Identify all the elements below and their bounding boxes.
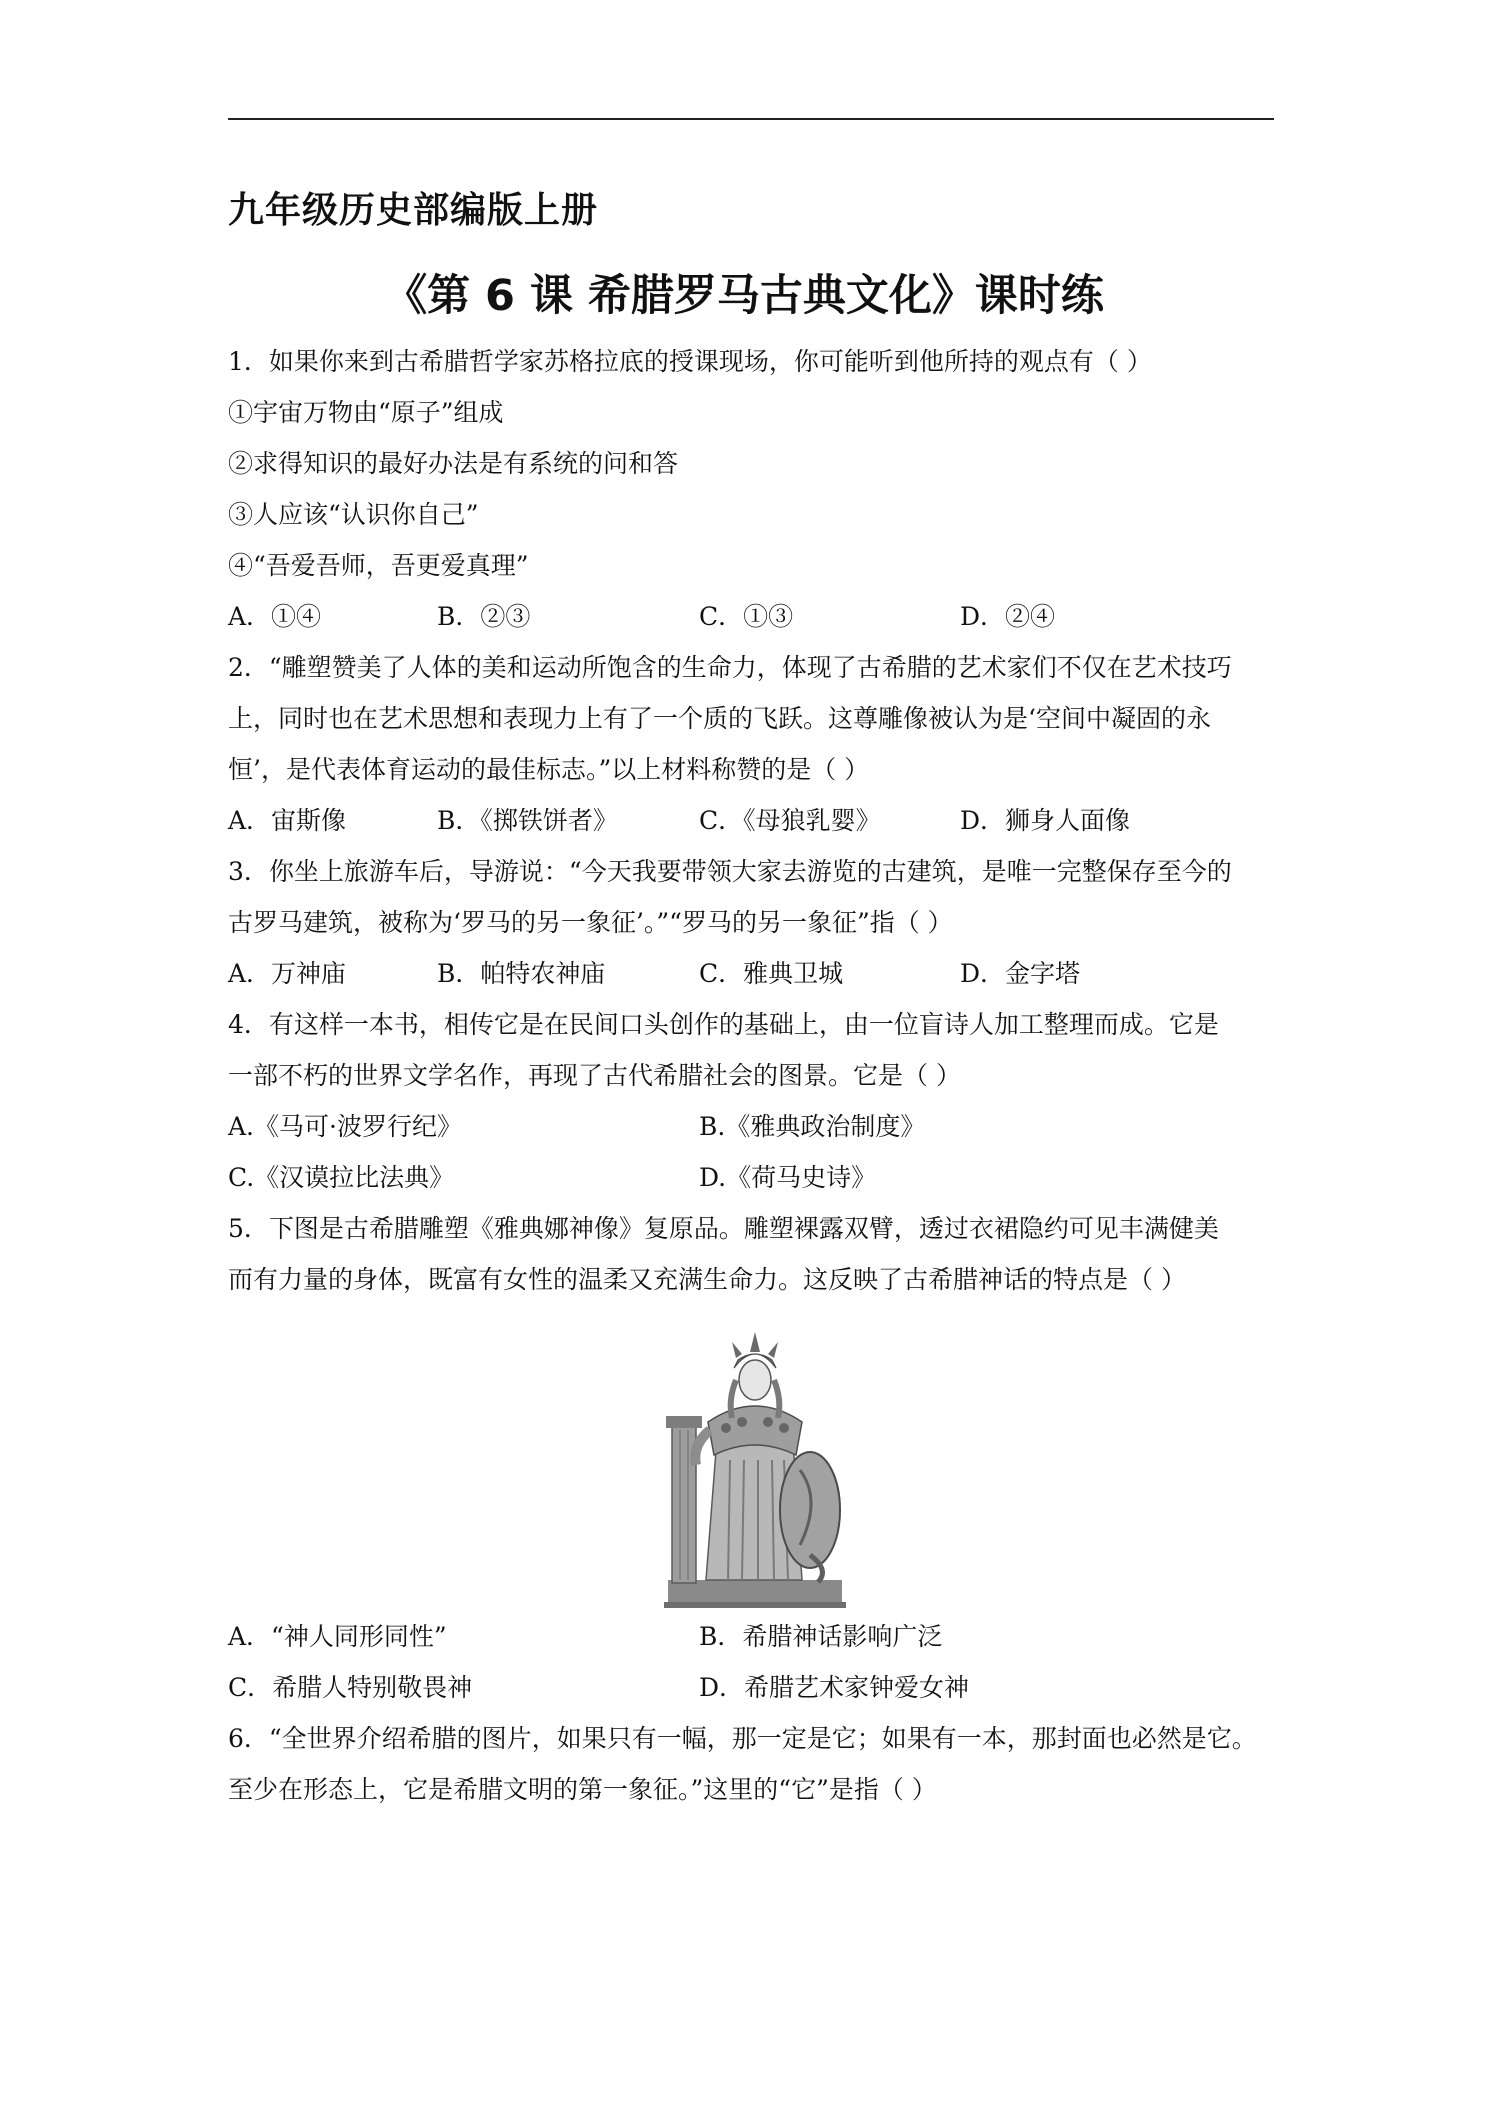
q5-line-1: 5．下图是古希腊雕塑《雅典娜神像》复原品。雕塑裸露双臂，透过衣裙隐约可见丰满健美: [228, 1214, 1219, 1243]
q1-option-b[interactable]: B．②③: [437, 602, 531, 631]
q4-option-a[interactable]: A.《马可·波罗行纪》: [228, 1112, 462, 1141]
q4-line-1: 4．有这样一本书，相传它是在民间口头创作的基础上，由一位盲诗人加工整理而成。它是: [228, 1010, 1219, 1039]
q5-line-2: 而有力量的身体，既富有女性的温柔又充满生命力。这反映了古希腊神话的特点是（ ）: [228, 1265, 1186, 1294]
athena-statue-image: [660, 1330, 850, 1610]
q2-line-3: 恒’，是代表体育运动的最佳标志。”以上材料称赞的是（ ）: [228, 755, 870, 784]
grade-heading: 九年级历史部编版上册: [228, 190, 599, 231]
q3-option-a[interactable]: A．万神庙: [228, 959, 347, 988]
q4-option-c[interactable]: C.《汉谟拉比法典》: [228, 1163, 455, 1192]
q1-option-a[interactable]: A．①④: [228, 602, 322, 631]
q1-statement-4: ④“吾爱吾师，吾更爱真理”: [228, 551, 529, 580]
q6-line-2: 至少在形态上，它是希腊文明的第一象征。”这里的“它”是指（ ）: [228, 1775, 937, 1804]
q1-statement-3: ③人应该“认识你自己”: [228, 500, 479, 529]
page-title: 《第 6 课 希腊罗马古典文化》课时练: [384, 271, 1104, 321]
q5-option-a[interactable]: A．“神人同形同性”: [228, 1622, 447, 1651]
q1-option-c[interactable]: C．①③: [699, 602, 794, 631]
q5-option-c[interactable]: C．希腊人特别敬畏神: [228, 1673, 473, 1702]
q3-option-b[interactable]: B．帕特农神庙: [437, 959, 606, 988]
q4-option-d[interactable]: D.《荷马史诗》: [699, 1163, 877, 1192]
q1-statement-2: ②求得知识的最好办法是有系统的问和答: [228, 449, 679, 478]
q4-line-2: 一部不朽的世界文学名作，再现了古代希腊社会的图景。它是（ ）: [228, 1061, 961, 1090]
q4-option-b[interactable]: B.《雅典政治制度》: [699, 1112, 926, 1141]
q5-option-d[interactable]: D．希腊艺术家钟爱女神: [699, 1673, 970, 1702]
q2-line-2: 上，同时也在艺术思想和表现力上有了一个质的飞跃。这尊雕像被认为是‘空间中凝固的永: [228, 704, 1211, 733]
q3-option-d[interactable]: D．金字塔: [960, 959, 1081, 988]
q2-line-1: 2．“雕塑赞美了人体的美和运动所饱含的生命力，体现了古希腊的艺术家们不仅在艺术技巧: [228, 653, 1232, 682]
q6-line-1: 6．“全世界介绍希腊的图片，如果只有一幅，那一定是它；如果有一本，那封面也必然是它。: [228, 1724, 1257, 1753]
q3-line-2: 古罗马建筑，被称为‘罗马的另一象征’。”“罗马的另一象征”指（ ）: [228, 908, 953, 937]
statue-head: [739, 1360, 771, 1400]
q2-option-d[interactable]: D．狮身人面像: [960, 806, 1131, 835]
q3-line-1: 3．你坐上旅游车后，导游说：“今天我要带领大家去游览的古建筑，是唯一完整保存至今的: [228, 857, 1232, 886]
q2-option-b[interactable]: B．《掷铁饼者》: [437, 806, 618, 835]
header-rule: [228, 118, 1274, 120]
q1-option-d[interactable]: D．②④: [960, 602, 1056, 631]
q5-option-b[interactable]: B．希腊神话影响广泛: [699, 1622, 943, 1651]
q3-option-c[interactable]: C．雅典卫城: [699, 959, 844, 988]
q1-stem: 1．如果你来到古希腊哲学家苏格拉底的授课现场，你可能听到他所持的观点有（ ）: [228, 347, 1152, 376]
q2-option-c[interactable]: C．《母狼乳婴》: [699, 806, 881, 835]
q1-statement-1: ①宇宙万物由“原子”组成: [228, 398, 504, 427]
q2-option-a[interactable]: A．宙斯像: [228, 806, 347, 835]
